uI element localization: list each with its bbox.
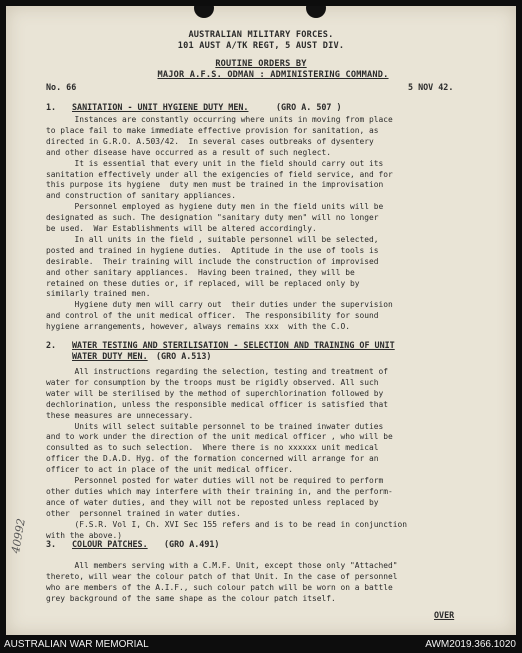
section-3-title: COLOUR PATCHES. [72, 539, 148, 549]
section-2-ref: (GRO A.513) [156, 351, 212, 361]
section-1-number: 1. [46, 102, 57, 112]
orders-title: ROUTINE ORDERS BY [215, 59, 307, 69]
section-2-title: WATER TESTING AND STERILISATION - SELECTION AND TRAINING OF UNIT [72, 340, 395, 350]
footer-institution: AUSTRALIAN WAR MEMORIAL [4, 639, 149, 650]
body-text-line: water for consumption by the troops must be rigidly observed. All such [46, 377, 379, 387]
punch-hole [306, 6, 326, 18]
body-text-line: be used. War Establishments will be altered accordingly. [46, 224, 317, 233]
document-page [6, 6, 516, 635]
body-text-line: Personnel posted for water duties will not be required to perform [46, 476, 384, 485]
header-line2: 101 AUST A/TK REGT, 5 AUST DIV. [177, 41, 345, 51]
body-text-line: Personnel employed as hygiene duty men in the field units will be [46, 202, 384, 212]
body-text-line: In all units in the field , suitable personnel will be selected, [46, 234, 379, 244]
punch-hole [194, 6, 214, 18]
body-text-line: water will be sterilised by the method of superchlorination followed by [46, 388, 384, 398]
body-text-line: All members serving with a C.M.F. Unit, except those only "Attached" [46, 561, 398, 570]
section-2-title-line2: WATER DUTY MEN. [72, 351, 148, 361]
over-label: OVER [434, 610, 455, 620]
orders-subtitle: MAJOR A.F.S. ODMAN : ADMINISTERING COMMAND. [157, 70, 389, 80]
archive-footer [0, 636, 522, 653]
order-number: No. 66 [46, 82, 77, 92]
section-3-number: 3. [46, 539, 57, 549]
body-text-line: dechlorination, unless the responsible medical officer is satisfied that [46, 399, 389, 409]
body-text-line: retained on these duties or, if replaced, will be replaced only by [46, 278, 360, 288]
body-text-line: grey background of the same shape as the colour patch itself. [46, 593, 336, 603]
body-text-line: desirable. Their training will include the construction of improvised [46, 256, 379, 266]
body-text-line: Hygiene duty men will carry out their duties under the supervision [46, 300, 393, 310]
section-2-number: 2. [46, 340, 57, 350]
body-text-line: (F.S.R. Vol I, Ch. XVI Sec 155 refers and is to be read in conjunction [46, 519, 408, 529]
body-text-line: Instances are constantly occurring where units in moving from place [46, 115, 393, 124]
body-text-line: these measures are unnecessary. [46, 410, 194, 420]
footer-catalogue-id: AWM2019.366.1020 [425, 639, 516, 650]
body-text-line: this purpose its hygiene duty men must be trained in the improvisation [46, 180, 384, 190]
body-text-line: who are members of the A.I.F., such colour patch will be worn on a battle [46, 582, 393, 592]
body-text-line: All instructions regarding the selection, testing and treatment of [46, 367, 389, 376]
body-text-line: thereto, will wear the colour patch of that Unit. In the case of personnel [46, 571, 398, 581]
body-text-line: It is essential that every unit in the field should carry out its [46, 158, 384, 168]
body-text-line: posted and trained in hygiene duties. Aptitude in the use of tools is [46, 245, 379, 255]
order-date: 5 NOV 42. [408, 82, 454, 92]
header-line1: AUSTRALIAN MILITARY FORCES. [188, 30, 334, 40]
body-text-line: directed in G.R.O. A.503/42. In several cases outbreaks of dysentery [46, 136, 374, 146]
body-text-line: and control of the unit medical officer. The responsibility for sound [46, 311, 379, 321]
body-text-line: designated as such. The designation "sanitary duty men" will no longer [46, 213, 379, 223]
body-text-line: sanitation effectively under all the exigencies of field service, and for [46, 169, 393, 179]
body-text-line: and construction of sanitary appliances. [46, 191, 237, 201]
body-text-line: officer the D.A.D. Hyg. of the formation concerned will arrange for an [46, 454, 379, 464]
handwritten-margin-note: 40992 [9, 517, 28, 555]
body-text-line: and other sanitary appliances. Having been trained, they will be [46, 267, 355, 277]
body-text-line: with the above.) [46, 530, 123, 540]
body-text-line: similarly trained men. [46, 289, 151, 299]
section-1-ref: (GRO A. 507 ) [276, 102, 342, 112]
body-text-line: Units will select suitable personnel to be trained inwater duties [46, 421, 384, 431]
section-1-title: SANITATION - UNIT HYGIENE DUTY MEN. [72, 102, 249, 112]
body-text-line: officer to act in place of the unit medical officer. [46, 465, 294, 475]
body-text-line: hygiene arrangements, however, always remains xxx with the C.O. [46, 322, 351, 332]
section-3-ref: (GRO A.491) [164, 539, 220, 549]
body-text-line: and other disease have occurred as a result of such neglect. [46, 147, 332, 157]
body-text-line: to place fail to make immediate effective provision for sanitation, as [46, 125, 379, 135]
body-text-line: consulted as to such selection. Where there is no xxxxxx unit medical [46, 443, 379, 453]
body-text-line: ance of water duties, and they will not be reposted unless replaced by [46, 497, 379, 507]
body-text-line: and to work under the direction of the unit medical officer , who will be [46, 432, 393, 442]
body-text-line: other personnel trained in water duties. [46, 508, 241, 518]
body-text-line: other duties which may interfere with their training in, and the perform- [46, 486, 393, 496]
